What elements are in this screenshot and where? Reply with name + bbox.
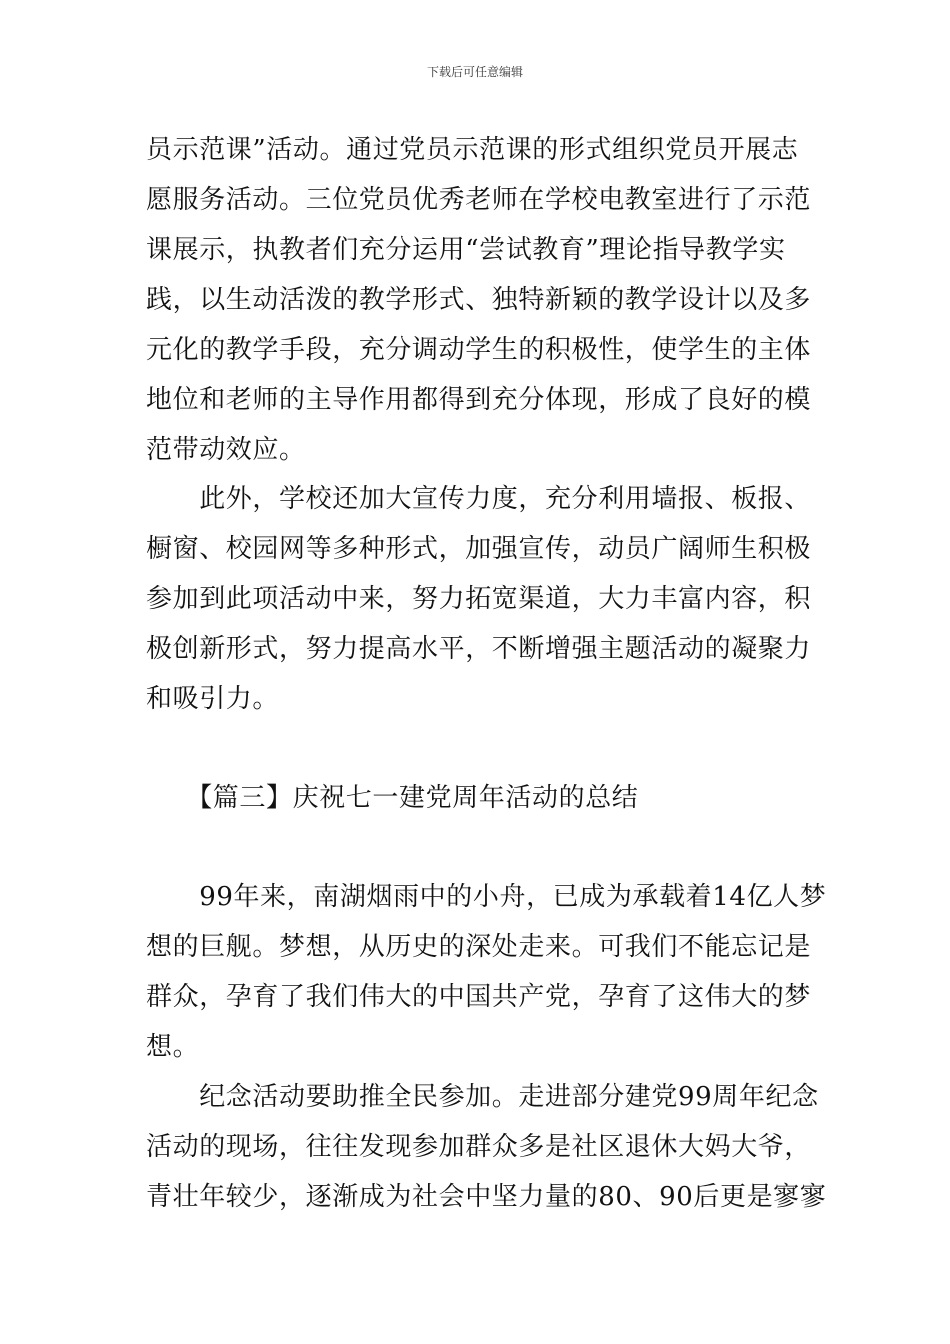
text-line: 愿服务活动。三位党员优秀老师在学校电教室进行了示范	[146, 185, 812, 215]
text-line: 纪念活动要助推全民参加。走进部分建党99周年纪念	[146, 1082, 819, 1112]
text-line: 元化的教学手段，充分调动学生的积极性，使学生的主体	[146, 335, 812, 365]
text-line: 践，以生动活泼的教学形式、独特新颖的教学设计以及多	[146, 285, 812, 315]
page-header: 下载后可任意编辑	[426, 65, 523, 79]
section-heading: 【篇三】庆祝七一建党周年活动的总结	[146, 783, 639, 813]
text-line: 极创新形式，努力提高水平，不断增强主题活动的凝聚力	[146, 634, 812, 664]
text-line: 课展示，执教者们充分运用“尝试教育”理论指导教学实	[146, 235, 786, 265]
text-line: 员示范课”活动。通过党员示范课的形式组织党员开展志	[146, 135, 799, 165]
text-line: 99年来，南湖烟雨中的小舟，已成为承载着14亿人梦	[146, 882, 827, 912]
text-line: 和吸引力。	[146, 684, 280, 714]
text-line: 参加到此项活动中来，努力拓宽渠道，大力丰富内容，积	[146, 584, 812, 614]
text-line: 青壮年较少，逐渐成为社会中坚力量的80、90后更是寥寥	[146, 1182, 827, 1212]
text-line: 群众，孕育了我们伟大的中国共产党，孕育了这伟大的梦	[146, 982, 812, 1012]
text-line: 想的巨舰。梦想，从历史的深处走来。可我们不能忘记是	[146, 932, 812, 962]
text-line: 想。	[146, 1032, 200, 1062]
text-line: 地位和老师的主导作用都得到充分体现，形成了良好的模	[146, 385, 812, 415]
text-line: 此外，学校还加大宣传力度，充分利用墙报、板报、	[146, 484, 812, 514]
text-line: 活动的现场，往往发现参加群众多是社区退休大妈大爷，	[146, 1132, 812, 1162]
text-line: 橱窗、校园网等多种形式，加强宣传，动员广阔师生积极	[146, 534, 812, 564]
text-line: 范带动效应。	[146, 435, 306, 465]
